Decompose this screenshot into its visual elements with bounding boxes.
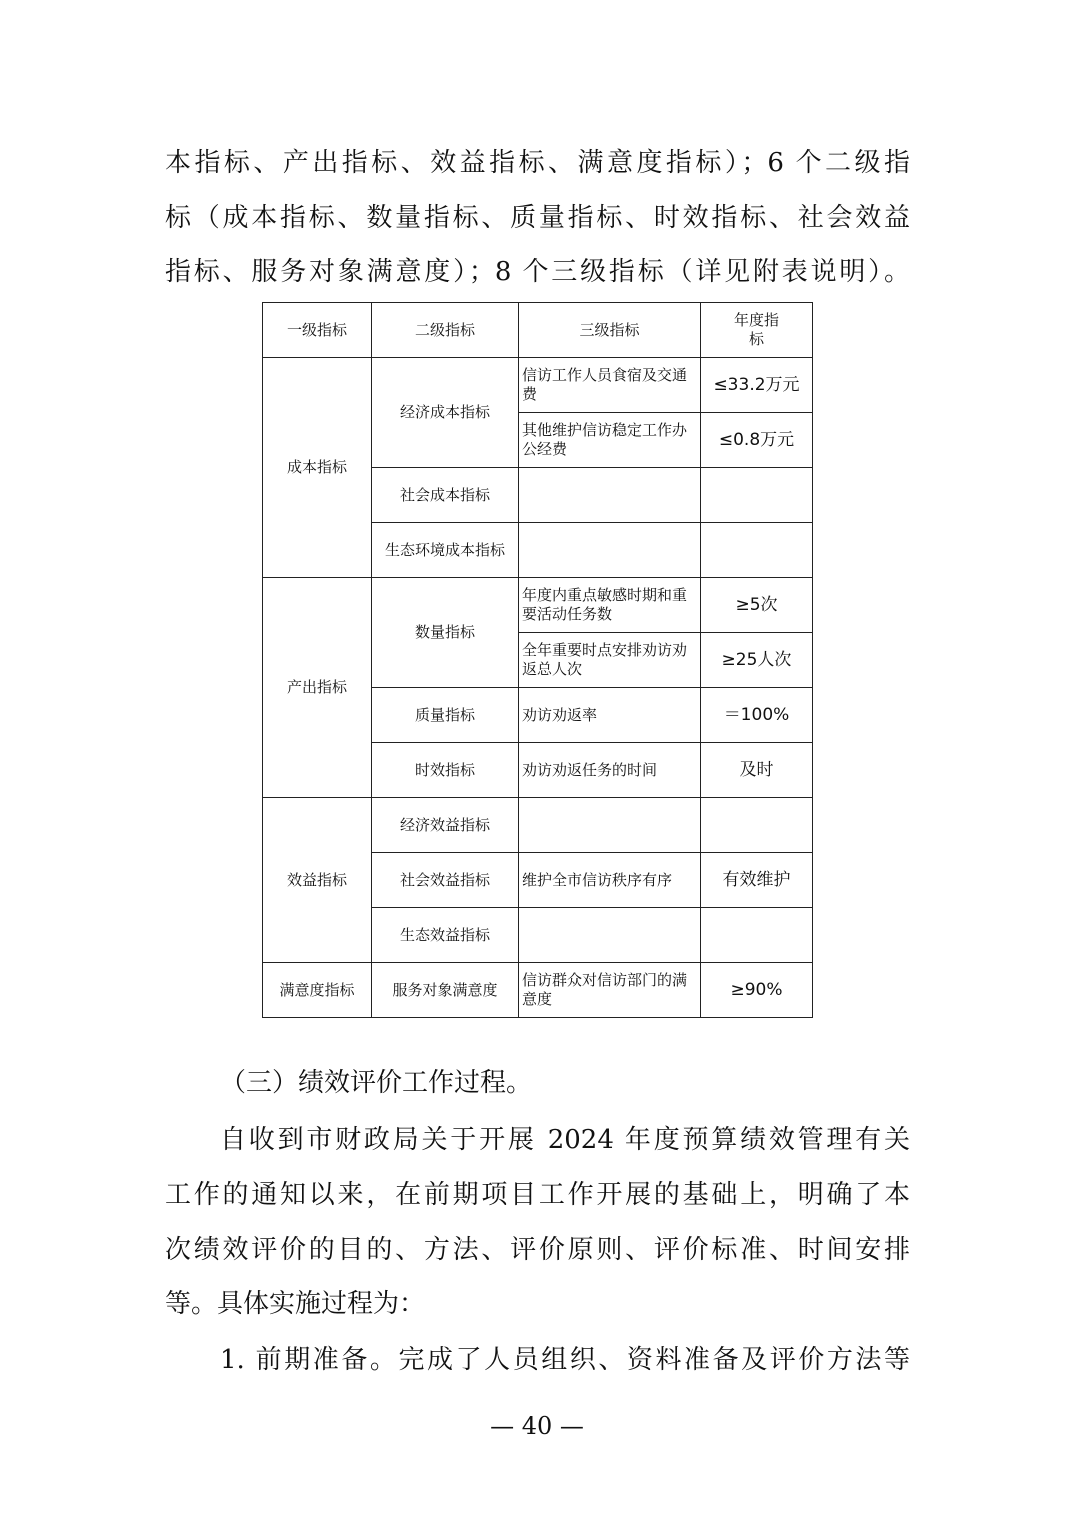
level3-cell: 劝访劝返率 xyxy=(519,688,701,743)
table-row xyxy=(263,358,813,413)
header-cell: 一级指标 xyxy=(263,303,372,358)
header-cell: 三级指标 xyxy=(519,303,701,358)
body-text-line: 等。具体实施过程为： xyxy=(165,1289,426,1319)
level2-cell: 数量指标 xyxy=(372,578,519,688)
table-row xyxy=(263,578,813,633)
level2-cell: 生态环境成本指标 xyxy=(372,523,519,578)
body-text-line: 1. 前期准备。完成了人员组织、资料准备及评价方法等 xyxy=(220,1345,910,1375)
body-text-line: 自收到市财政局关于开展 2024 年度预算绩效管理有关 xyxy=(220,1125,910,1155)
level3-cell: 年度内重点敏感时期和重要活动任务数 xyxy=(519,578,701,633)
value-cell: ≥90% xyxy=(701,963,813,1018)
body-text-line: 工作的通知以来，在前期项目工作开展的基础上，明确了本 xyxy=(165,1180,910,1210)
level3-cell xyxy=(519,798,701,853)
value-cell xyxy=(701,468,813,523)
level1-cell: 成本指标 xyxy=(263,358,372,578)
level2-cell: 经济成本指标 xyxy=(372,358,519,468)
table-row xyxy=(263,963,813,1018)
level3-cell: 信访群众对信访部门的满意度 xyxy=(519,963,701,1018)
body-text-line: 本指标、产出指标、效益指标、满意度指标）；6 个二级指 xyxy=(165,148,910,178)
level3-cell: 维护全市信访秩序有序 xyxy=(519,853,701,908)
table-header-row xyxy=(263,303,813,358)
level2-cell: 服务对象满意度 xyxy=(372,963,519,1018)
level3-cell xyxy=(519,523,701,578)
performance-indicator-table xyxy=(262,302,813,1018)
value-cell: ≤33.2万元 xyxy=(701,358,813,413)
level2-cell: 质量指标 xyxy=(372,688,519,743)
level2-cell: 社会成本指标 xyxy=(372,468,519,523)
level3-cell xyxy=(519,468,701,523)
level3-cell xyxy=(519,908,701,963)
level2-cell: 生态效益指标 xyxy=(372,908,519,963)
table-row xyxy=(263,798,813,853)
value-cell: 有效维护 xyxy=(701,853,813,908)
value-cell xyxy=(701,523,813,578)
level1-cell: 产出指标 xyxy=(263,578,372,798)
header-cell: 二级指标 xyxy=(372,303,519,358)
level2-cell: 经济效益指标 xyxy=(372,798,519,853)
level1-cell: 效益指标 xyxy=(263,798,372,963)
level3-cell: 信访工作人员食宿及交通费 xyxy=(519,358,701,413)
value-cell: ≥5次 xyxy=(701,578,813,633)
value-cell: ＝100% xyxy=(701,688,813,743)
body-text-line: 标（成本指标、数量指标、质量指标、时效指标、社会效益 xyxy=(165,203,910,233)
level1-cell: 满意度指标 xyxy=(263,963,372,1018)
page-number: — 40 — xyxy=(490,1412,584,1440)
body-text-line: 次绩效评价的目的、方法、评价原则、评价标准、时间安排 xyxy=(165,1235,910,1265)
level3-cell: 劝访劝返任务的时间 xyxy=(519,743,701,798)
value-cell xyxy=(701,908,813,963)
value-cell xyxy=(701,798,813,853)
header-cell: 年度指标 xyxy=(701,303,813,358)
value-cell: 及时 xyxy=(701,743,813,798)
body-text-line: 指标、服务对象满意度）；8 个三级指标（详见附表说明）。 xyxy=(165,257,910,287)
level3-cell: 其他维护信访稳定工作办公经费 xyxy=(519,413,701,468)
value-cell: ≥25人次 xyxy=(701,633,813,688)
level3-cell: 全年重要时点安排劝访劝返总人次 xyxy=(519,633,701,688)
level2-cell: 时效指标 xyxy=(372,743,519,798)
value-cell: ≤0.8万元 xyxy=(701,413,813,468)
section-heading: （三）绩效评价工作过程。 xyxy=(220,1068,533,1098)
level2-cell: 社会效益指标 xyxy=(372,853,519,908)
